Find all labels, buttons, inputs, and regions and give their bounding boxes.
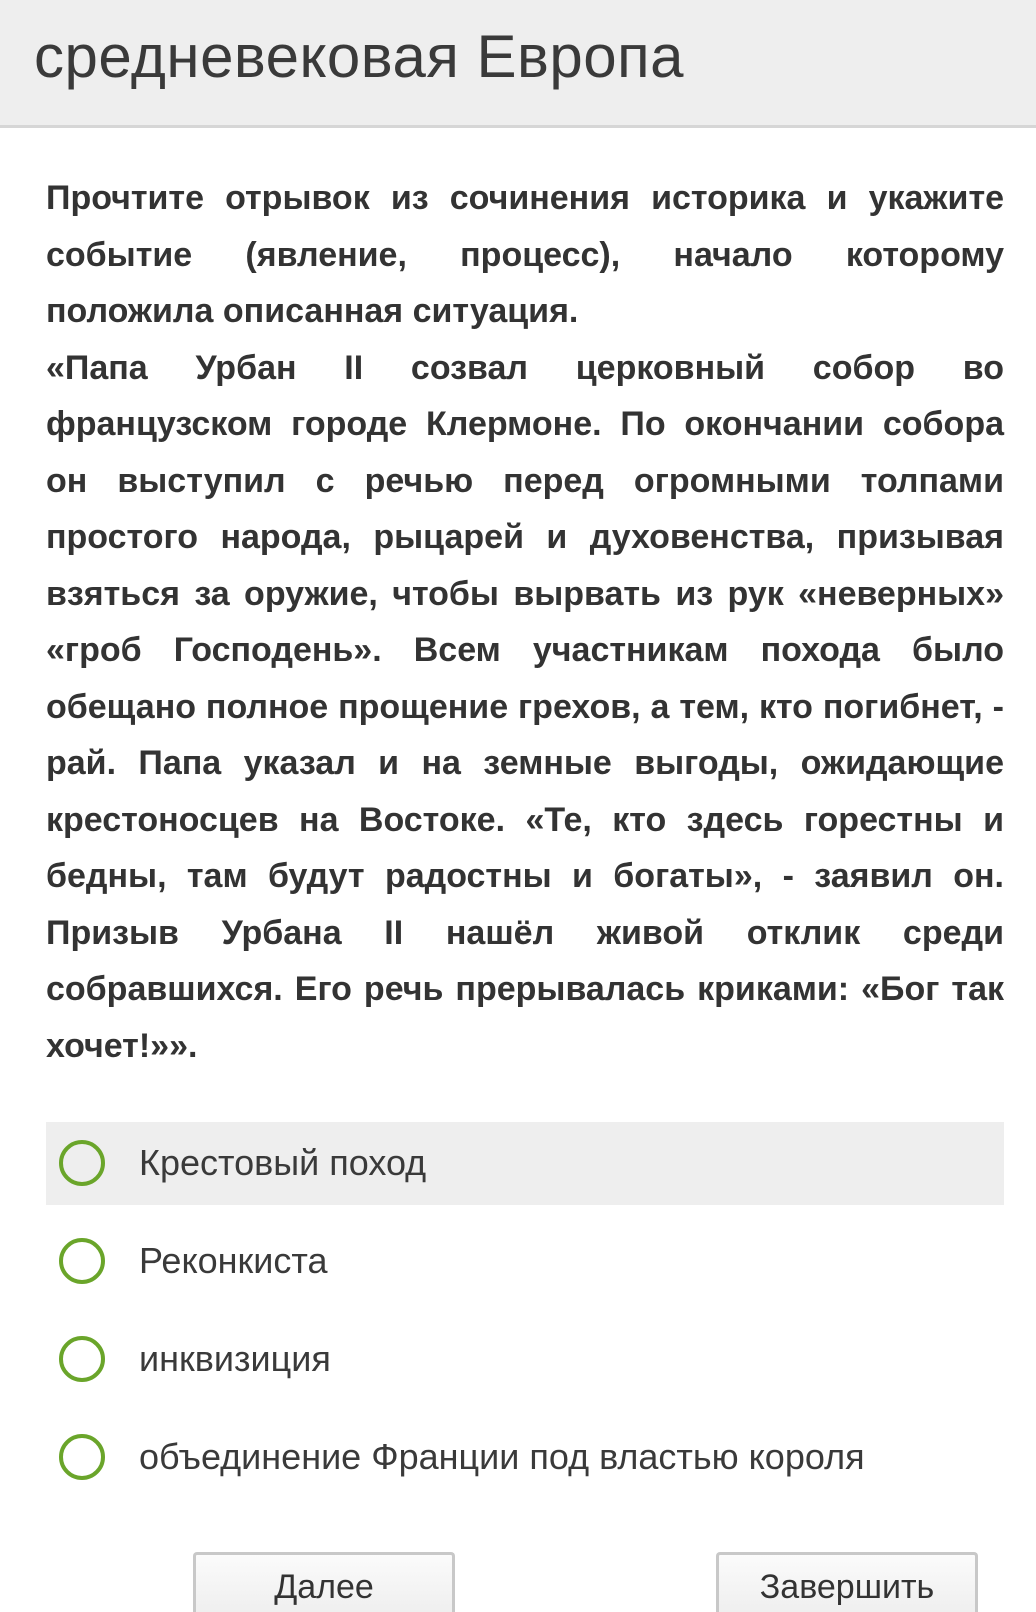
page-title: средневековая Европа (34, 23, 685, 90)
next-button[interactable]: Далее (193, 1552, 455, 1612)
answer-option[interactable] (46, 1416, 1004, 1499)
question-prompt: Прочтите отрывок из сочинения историка и укажите событие (явление, процесс), начало которому положила описанная ситуация. (46, 179, 1004, 330)
answer-option-label[interactable]: объединение Франции под властью короля (139, 1436, 865, 1477)
answer-option[interactable] (46, 1220, 1004, 1303)
radio-button[interactable] (59, 1434, 105, 1480)
answer-option-label[interactable]: инквизиция (139, 1338, 331, 1379)
question-block (46, 170, 1004, 1074)
radio-button[interactable] (59, 1140, 105, 1186)
answer-option-label[interactable]: Крестовый поход (139, 1142, 427, 1183)
question-passage: «Папа Урбан II созвал церковный собор во французском городе Клермоне. По окончании собора он выступил с речью перед огромными толпами простого народа, рыцарей и духовенства, призывая взяться за оружие, чтобы вырвать из рук «неверных» «гроб Господень». Всем участникам похода было обещано полное прощение грехов, а тем, кто погибнет, - рай. Папа указал и на земные выгоды, ожидающие крестоносцев на Востоке. «Те, кто здесь горестны и бедны, там будут радостны и богаты», - заявил он. Призыв Урбана II нашёл живой отклик среди собравшихся. Его речь прерывалась криками: «Бог так хочет!»». (46, 348, 1004, 1065)
page-header (0, 0, 1036, 128)
finish-button[interactable]: Завершить (716, 1552, 978, 1612)
radio-button[interactable] (59, 1238, 105, 1284)
answer-option[interactable] (46, 1318, 1004, 1401)
radio-button[interactable] (59, 1336, 105, 1382)
answer-options (46, 1122, 1004, 1514)
answer-option-label[interactable]: Реконкиста (139, 1240, 328, 1281)
answer-option[interactable] (46, 1122, 1004, 1205)
